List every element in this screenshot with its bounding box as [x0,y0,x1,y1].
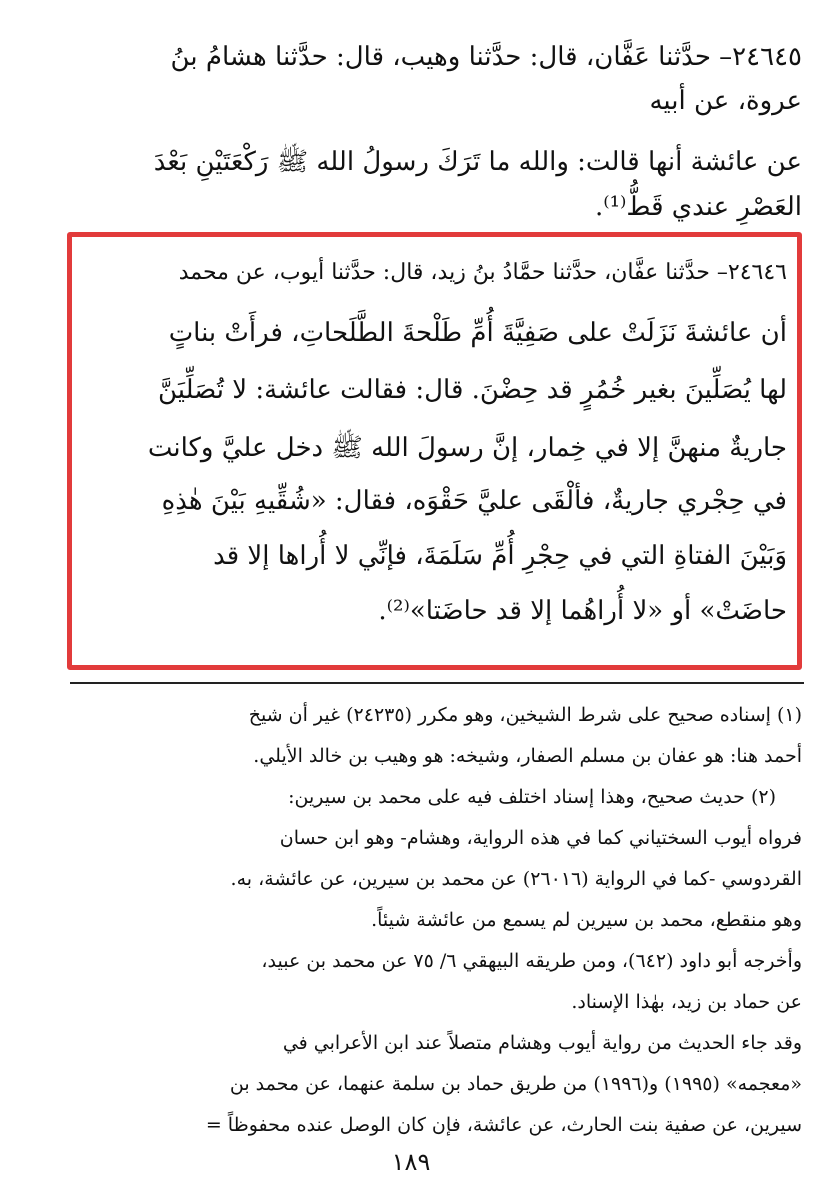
hadith-24646-line: في حِجْري جاريةٌ، فألْقَى عليَّ حَقْوَه، فقال: «شُقِّيهِ بَيْنَ هٰذِهِ [161,486,787,516]
hadith-24646-line: وَبَيْنَ الفتاةِ التي في حِجْرِ أُمِّ سَلَمَةَ، فإنِّي لا أُراها إلا قد [213,541,787,571]
footnote-line: أحمد هنا: هو عفان بن مسلم الصفار، وشيخه: هو وهيب بن خالد الأيلي. [253,745,802,767]
hadith-24646-line: أن عائشةَ نَزَلَتْ على صَفِيَّةَ أُمِّ طَلْحةَ الطَّلَحاتِ، فرأَتْ بناتٍ [168,318,787,348]
hadith-24645-line: عن عائشة أنها قالت: والله ما تَرَكَ رسولُ الله ﷺ رَكْعَتَيْنِ بَعْدَ [153,147,802,177]
footnote-line: (١) إسناده صحيح على شرط الشيخين، وهو مكرر (٢٤٢٣٥) غير أن شيخ [248,704,802,726]
hadith-24646-line: جاريةٌ منهنَّ إلا في خِمار، إنَّ رسولَ الله ﷺ دخل عليَّ وكانت [147,433,787,463]
hadith-24645 [70,30,802,230]
footnote-line: فرواه أيوب السختياني كما في هذه الرواية، وهشام- وهو ابن حسان [279,827,802,849]
hadith-24646-line: حاضَتْ» أو «لا أُراهُما إلا قد حاضَتا»⁽²⁾. [378,596,787,626]
hadith-24646 [82,248,787,658]
hadith-24645-line: العَصْرِ عندي قَطُّ⁽¹⁾. [594,192,802,222]
hadith-24645-line: ٢٤٦٤٥– حدَّثنا عَفَّان، قال: حدَّثنا وهيب، قال: حدَّثنا هشامُ بنُ [170,42,802,72]
footnote-line: وقد جاء الحديث من رواية أيوب وهشام متصلاً عند ابن الأعرابي في [282,1032,802,1054]
footnote-separator [70,682,804,684]
hadith-24646-isnad: ٢٤٦٤٦– حدَّثنا عفَّان، حدَّثنا حمَّادُ بنُ زيد، قال: حدَّثنا أيوب، عن محمد [178,260,787,285]
page-number: ١٨٩ [391,1148,431,1176]
hadith-24645-line: عروة، عن أبيه [649,86,802,116]
hadith-24646-line: لها يُصَلِّينَ بغير خُمُرٍ قد حِضْنَ. قال: فقالت عائشة: لا تُصَلِّيَنَّ [157,375,787,405]
footnote-line: وأخرجه أبو داود (٦٤٢)، ومن طريقه البيهقي ٦/ ٧٥ عن محمد بن عبيد، [261,950,802,972]
footnotes [70,690,802,1140]
footnote-line: «معجمه» (١٩٩٥) و(١٩٩٦) من طريق حماد بن سلمة عنهما، عن محمد بن [229,1073,802,1095]
footnote-line: عن حماد بن زيد، بهٰذا الإسناد. [571,991,802,1013]
footnote-line: (٢) حديث صحيح، وهذا إسناد اختلف فيه على محمد بن سيرين: [288,786,776,808]
footnote-line: سيرين، عن صفية بنت الحارث، عن عائشة، فإن كان الوصل عنده محفوظاً = [205,1114,802,1136]
footnote-line: وهو منقطع، محمد بن سيرين لم يسمع من عائشة شيئاً. [371,909,802,931]
footnote-line: القردوسي -كما في الرواية (٢٦٠١٦) عن محمد بن سيرين، عن عائشة، به. [230,868,802,890]
